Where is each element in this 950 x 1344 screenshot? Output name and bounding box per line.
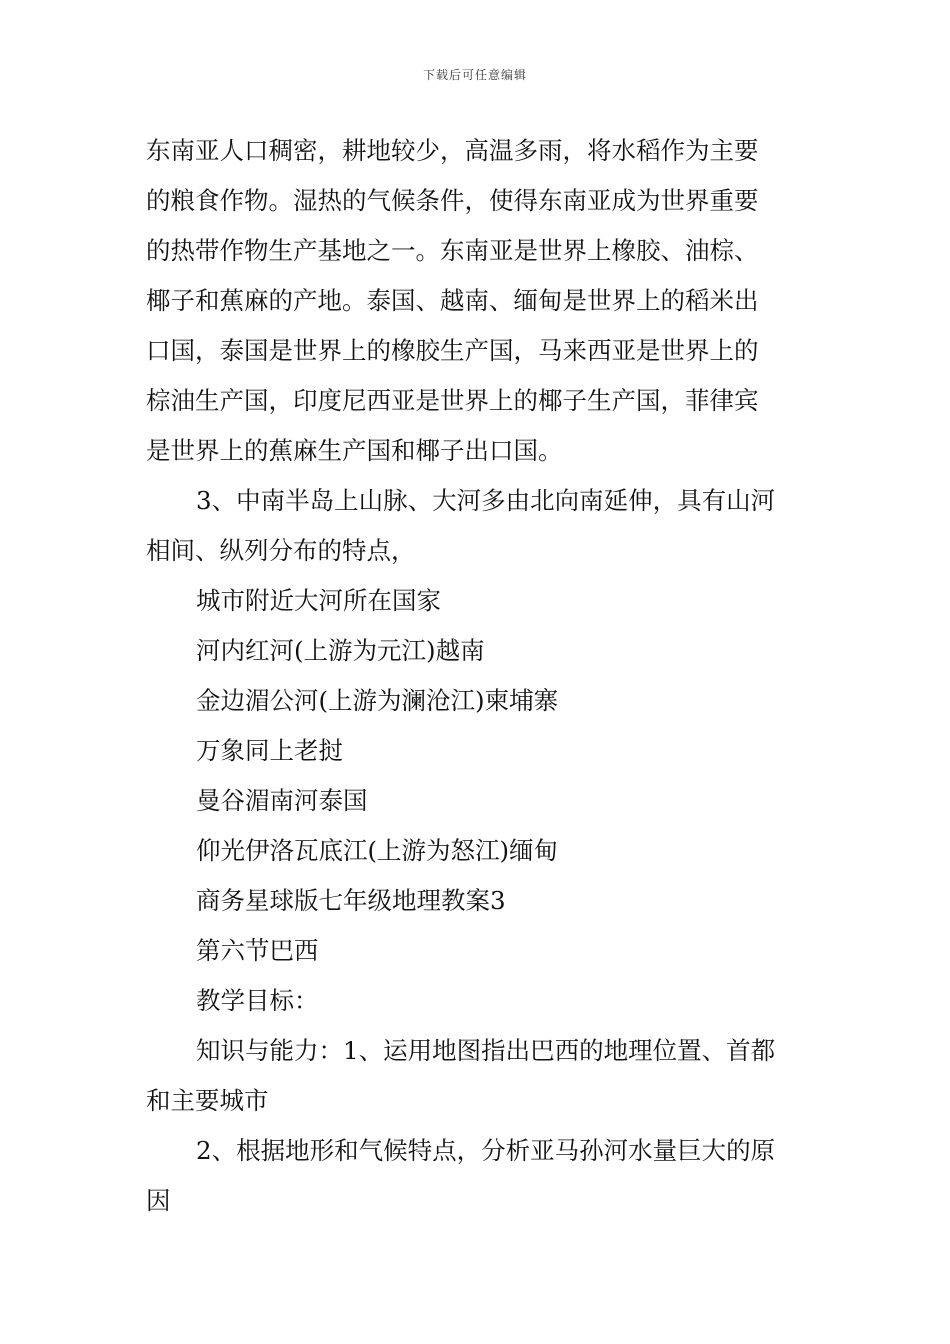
document-body	[146, 126, 810, 1226]
page-header-note: 下载后可任意编辑	[422, 68, 527, 82]
text-line-9: 相间、纵列分布的特点，	[146, 536, 416, 565]
text-line-18: 教学目标：	[196, 986, 319, 1015]
text-line-6: 棕油生产国，印度尼西亚是世界上的椰子生产国，菲律宾	[146, 386, 759, 415]
text-line-19: 知识与能力：1、运用地图指出巴西的地理位置、首都	[196, 1036, 776, 1065]
text-line-5: 口国，泰国是世界上的橡胶生产国，马来西亚是世界上的	[146, 336, 759, 365]
text-line-17: 第六节巴西	[196, 936, 319, 965]
text-line-20: 和主要城市	[146, 1086, 269, 1115]
text-line-11: 河内红河(上游为元江)越南	[196, 636, 485, 665]
text-line-1: 东南亚人口稠密，耕地较少，高温多雨，将水稻作为主要	[146, 136, 759, 165]
text-line-21: 2、根据地形和气候特点，分析亚马孙河水量巨大的原	[196, 1136, 776, 1165]
text-line-4: 椰子和蕉麻的产地。泰国、越南、缅甸是世界上的稻米出	[146, 286, 759, 315]
text-line-14: 曼谷湄南河泰国	[196, 786, 368, 815]
text-line-22: 因	[146, 1186, 171, 1215]
text-line-16: 商务星球版七年级地理教案3	[196, 886, 506, 915]
text-line-10: 城市附近大河所在国家	[196, 586, 441, 615]
text-line-3: 的热带作物生产基地之一。东南亚是世界上橡胶、油棕、	[146, 236, 759, 265]
text-line-2: 的粮食作物。湿热的气候条件，使得东南亚成为世界重要	[146, 186, 759, 215]
text-line-15: 仰光伊洛瓦底江(上游为怒江)缅甸	[196, 836, 559, 865]
text-line-8: 3、中南半岛上山脉、大河多由北向南延伸，具有山河	[196, 486, 776, 515]
text-line-12: 金边湄公河(上游为澜沧江)柬埔寨	[196, 686, 559, 715]
text-line-7: 是世界上的蕉麻生产国和椰子出口国。	[146, 436, 563, 465]
text-line-13: 万象同上老挝	[196, 736, 343, 765]
